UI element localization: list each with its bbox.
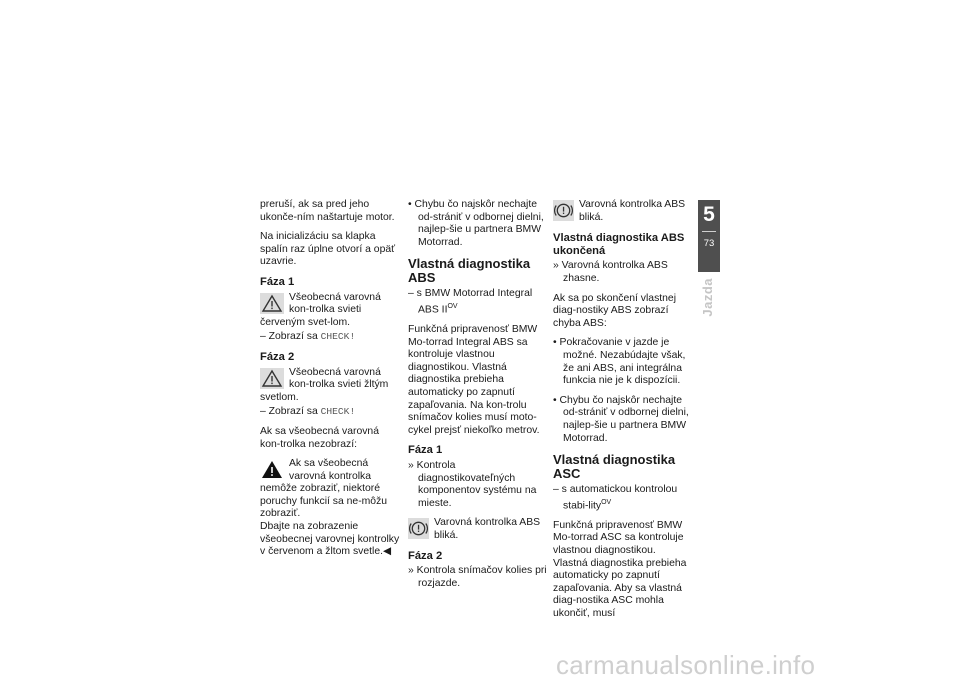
- bullet-item: • Chybu čo najskôr nechajte od-strániť v odbornej dielni, najlep-šie u partnera BMW Motorrad.: [408, 199, 544, 248]
- warning-triangle-icon: [260, 293, 284, 314]
- warning-triangle-icon: [260, 368, 284, 389]
- abs-warning-icon: [553, 200, 574, 221]
- warning-triangle-icon: [260, 459, 284, 480]
- column-1: [260, 199, 400, 566]
- bullet-item: • Chybu čo najskôr nechajte od-strániť v odbornej dielni, najlep-šie u partnera BMW Motorrad.: [553, 394, 689, 444]
- icon-block: [408, 517, 548, 542]
- step-item: » Kontrola diagnostikovateľných komponentov systému na mieste.: [408, 459, 537, 509]
- dash-item: – s automatickou kontrolou stabi-lity$^{OV}$: [553, 484, 678, 512]
- chapter-tab: [698, 200, 720, 272]
- dash-item: – Zobrazí sa CHECK!: [260, 406, 356, 418]
- heading-asc-diagnostics: Vlastná diagnostika ASC: [553, 452, 676, 482]
- abs-warning-icon: [408, 518, 429, 539]
- display-code: CHECK!: [320, 406, 356, 418]
- icon-text: Varovná kontrolka ABS bliká.: [434, 517, 541, 541]
- warning-text: Ak sa všeobecná varovná kontrolka nemôže zobraziť, niektoré poruchy funkcií sa ne-môžu zobraziť.: [260, 458, 388, 520]
- heading-faza-1: Fáza 1: [260, 275, 295, 288]
- paragraph: Ak sa všeobecná varovná kon-trolka nezobrazí:: [260, 425, 379, 450]
- chapter-number: 5: [703, 203, 715, 226]
- heading-faza-2: Fáza 2: [408, 549, 443, 562]
- heading-abs-done: Vlastná diagnostika ABS ukončená: [553, 232, 685, 257]
- paragraph: Ak sa po skončení vlastnej diag-nostiky ABS zobrazí chyba ABS:: [553, 292, 677, 329]
- icon-block: [553, 199, 693, 224]
- paragraph: preruší, ak sa pred jeho ukonče-ním naštartuje motor.: [260, 199, 395, 223]
- icon-text: Varovná kontrolka ABS bliká.: [579, 199, 686, 223]
- step-item: » Varovná kontrolka ABS zhasne.: [553, 260, 668, 284]
- paragraph: Funkčná pripravenosť BMW Mo-torrad ASC sa kontroluje vlastnou diagnostikou. Vlastná diagnostika prebieha automaticky po zapnutí zapaľovania. Aby sa vlastná diag-nostika ASC mohla ukončiť, musí: [553, 519, 687, 619]
- column-3: [553, 199, 693, 628]
- heading-faza-2: Fáza 2: [260, 350, 295, 363]
- dash-item: – s BMW Motorrad Integral ABS $II^{OV}$: [408, 288, 533, 316]
- column-2: [408, 199, 548, 597]
- paragraph: Na inicializáciu sa klapka spalín raz úplne otvorí a opäť uzavrie.: [260, 231, 396, 268]
- bullet-item: • Pokračovanie v jazde je možné. Nezabúdajte však, že ani ABS, ani integrálna funkcia nie je k dispozícii.: [553, 337, 686, 387]
- display-code: CHECK!: [320, 331, 356, 343]
- heading-abs-diagnostics: Vlastná diagnostika ABS: [408, 256, 531, 286]
- section-label: Jazda: [700, 278, 715, 317]
- paragraph: Funkčná pripravenosť BMW Mo-torrad Integral ABS sa kontroluje vlastnou diagnostikou. Vlastná diagnostika prebieha automaticky po zapnutí zapaľovania. Na kon-trolu snímačov kolies musí moto-cykel prejsť niekoľko metrov.: [408, 324, 540, 436]
- icon-block: [260, 367, 400, 405]
- icon-block: [260, 292, 400, 330]
- step-item: » Kontrola snímačov kolies pri rozjazde.: [408, 565, 547, 589]
- dash-item: – Zobrazí sa CHECK!: [260, 331, 356, 343]
- heading-faza-1: Fáza 1: [408, 444, 443, 457]
- icon-text: Všeobecná varovná kon-trolka svieti žltým svetlom.: [260, 366, 389, 403]
- page-number: 73: [703, 238, 715, 249]
- paragraph: Dbajte na zobrazenie všeobecnej varovnej kontrolky v červenom a žltom svetle.◀: [260, 521, 400, 558]
- warning-block: [260, 458, 400, 521]
- icon-text: Všeobecná varovná kon-trolka svieti červeným svet-lom.: [260, 291, 381, 328]
- watermark: carmanualsonline.info: [556, 650, 816, 680]
- divider: [702, 231, 716, 232]
